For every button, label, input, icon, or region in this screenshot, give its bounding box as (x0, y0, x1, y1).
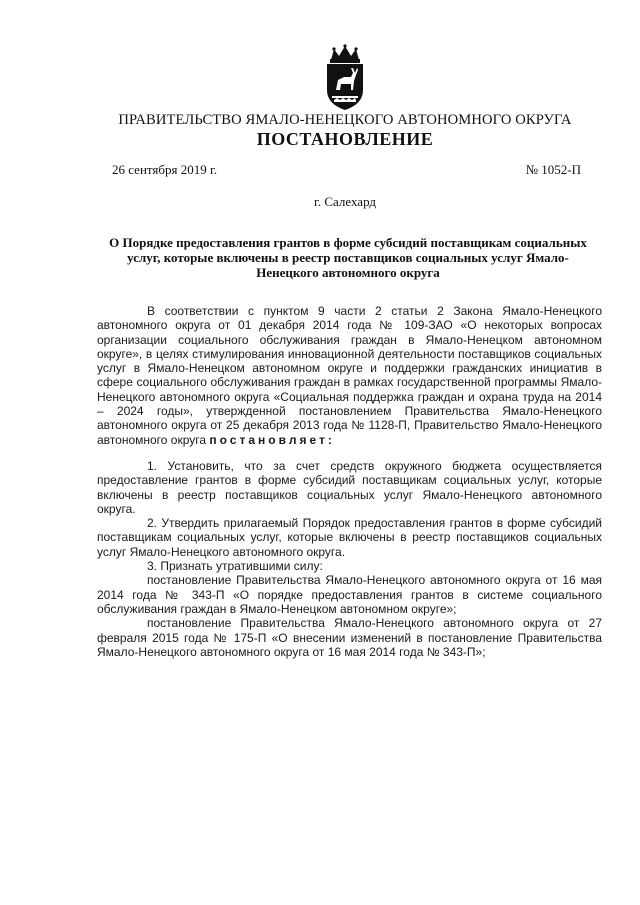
document-body (97, 304, 602, 659)
list-item: 2. Утвердить прилагаемый Порядок предоставления грантов в форме субсидий поставщикам социальных услуг, которые включены в реестр поставщиков социальных услуг Ямало-Ненецкого автономного округа. (97, 516, 602, 559)
resolve-word: постановляет: (209, 432, 335, 447)
list-item: 3. Признать утратившими силу: (147, 559, 323, 574)
document-type: ПОСТАНОВЛЕНИЕ (256, 129, 434, 149)
document-title: О Порядке предоставления грантов в форме субсидий поставщикам социальных услуг, которые включены в реестр поставщиков социальных услуг Ямало-Ненецкого автономного округа (109, 235, 587, 280)
government-name: ПРАВИТЕЛЬСТВО ЯМАЛО-НЕНЕЦКОГО АВТОНОМНОГО ОКРУГА (118, 112, 572, 128)
document-date: 26 сентября 2019 г. (112, 162, 218, 177)
list-item: постановление Правительства Ямало-Ненецкого автономного округа от 27 февраля 2015 года № 175-П «О внесении изменений в постановление Правительства Ямало-Ненецкого автономного округа от 16 мая 2014 года № 343-П»; (97, 616, 602, 659)
preamble-text: В соответствии с пунктом 9 части 2 статьи 2 Закона Ямало-Ненецкого автономного округа от 01 декабря 2014 года № 109-ЗАО «О некоторых вопросах организации социального обслуживания граждан в Ямало-Ненецком автономном округе», в целях стимулирования инновационной деятельности поставщиков социальных услуг в Ямало-Ненецком автономном округе и поддержки гражданских инициатив в сфере социального обслуживания граждан в рамках государственной программы Ямало-Ненецкого автономного округа «Социальная поддержка граждан и охрана труда на 2014 – 2024 годы», утвержденной постановлением Правительства Ямало-Ненецкого автономного округа от 25 декабря 2013 года № 1128-П, Правительство Ямало-Ненецкого автономного округа (97, 304, 602, 447)
list-item: постановление Правительства Ямало-Ненецкого автономного округа от 16 мая 2014 года № 343-П «О порядке предоставления грантов в системе социального обслуживания граждан в Ямало-Ненецком автономном округе»; (97, 573, 602, 616)
document-city: г. Салехард (313, 194, 377, 209)
preamble-paragraph (97, 304, 602, 447)
list-item: 1. Установить, что за счет средств окружного бюджета осуществляется предоставление грантов в форме субсидий поставщикам социальных услуг, которые включены в реестр поставщиков социальных услуг Ямало-Ненецкого автономного округа. (97, 458, 602, 516)
document-number: № 1052-П (525, 162, 581, 177)
coat-of-arms-emblem-icon (318, 44, 372, 112)
